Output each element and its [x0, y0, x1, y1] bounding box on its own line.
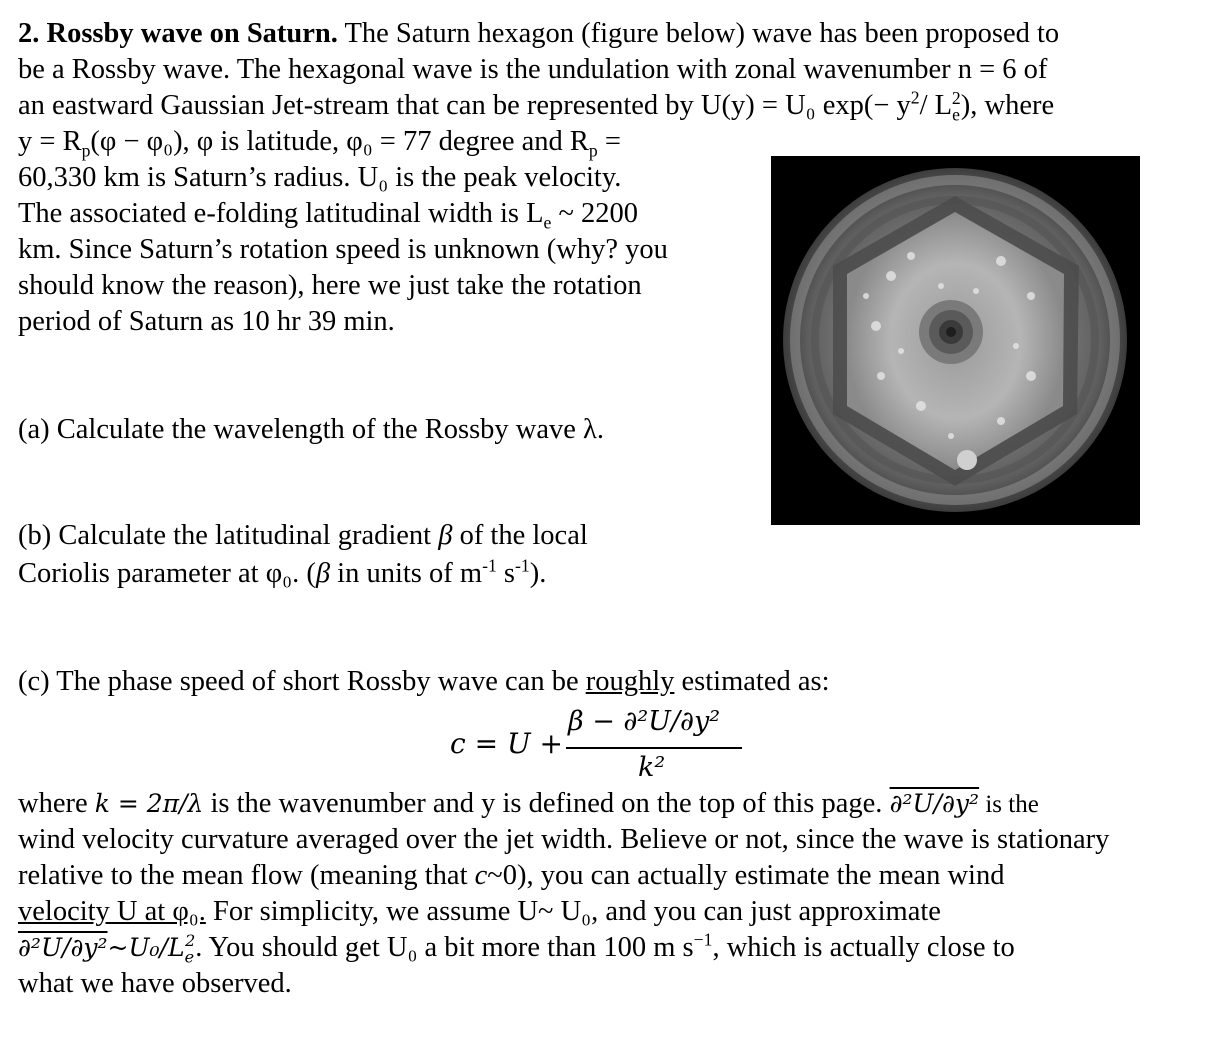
problem-line-2: be a Rossby wave. The hexagonal wave is the undulation with zonal wavenumber n = 6 of	[18, 54, 1048, 85]
problem-line-1: 2. Rossby wave on Saturn. The Saturn hexagon (figure below) wave has been proposed to	[18, 18, 1060, 49]
problem-line-7: km. Since Saturn’s rotation speed is unknown (why? you	[18, 234, 668, 265]
problem-title: 2. Rossby wave on Saturn.	[18, 18, 338, 49]
formula-lhs: c = U +	[450, 727, 563, 760]
problem-line-6: The associated e-folding latitudinal width is $L_e$ ~ 2200	[18, 198, 639, 233]
fraction-bar	[566, 747, 742, 749]
formula-numerator: β − ∂²U/∂y²	[568, 706, 721, 737]
problem-line-3: an eastward Gaussian Jet-stream that can be represented by U(y) = U₀ $\exp(- y^2/$ $L_e^2$), where	[18, 87, 1055, 125]
part-c-line-7: what we have observed.	[18, 968, 292, 999]
problem-line-4: $y = R_p(\varphi - \varphi_0)$, φ is latitude, φ₀ = 77 degree and $R_p$ =	[18, 126, 621, 161]
part-c-line-3: wind velocity curvature averaged over the jet width. Believe or not, since the wave is stationary	[18, 824, 1110, 855]
part-c-line-4: relative to the mean flow (meaning that c~0), you can actually estimate the mean wind	[18, 860, 1005, 891]
phase-speed-formula	[450, 706, 770, 786]
problem-line-8: should know the reason), here we just take the rotation	[18, 270, 642, 301]
formula-denominator: k²	[638, 752, 666, 783]
saturn-hexagon-image	[771, 156, 1140, 525]
part-a: (a) Calculate the wavelength of the Rossby wave λ.	[18, 414, 605, 445]
part-c-line-2: where k = 2π/λ is the wavenumber and y is defined on the top of this page. ∂²U/∂y² is the	[18, 788, 1039, 819]
part-c-line-1: (c) The phase speed of short Rossby wave can be roughly estimated as:	[18, 666, 830, 697]
part-b-line-2: Coriolis parameter at φ₀. (β in units of $m^{-1}$ $s^{-1}$).	[18, 555, 547, 589]
problem-line-5: 60,330 km is Saturn’s radius. U₀ is the peak velocity.	[18, 162, 622, 193]
part-c-line-6: $\partial^2U/\partial y^2\sim U_0/L_e^2$. You should get U₀ a bit more than 100 m $s^{-1}$, which is actually close to	[18, 929, 1015, 967]
part-c-line-5: velocity U at φ₀. For simplicity, we assume U~ U₀, and you can just approximate	[18, 896, 941, 927]
part-b-line-1: (b) Calculate the latitudinal gradient β of the local	[18, 520, 588, 551]
problem-line-9: period of Saturn as 10 hr 39 min.	[18, 306, 395, 337]
